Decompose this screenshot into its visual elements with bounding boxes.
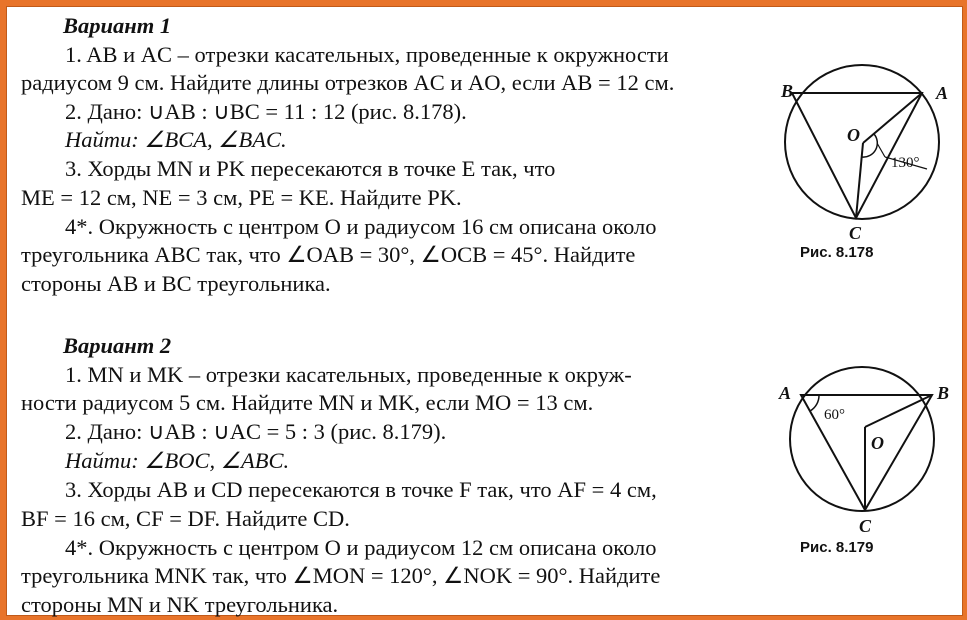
- variant1-title: Вариант 1: [63, 13, 172, 38]
- label-b: B: [937, 383, 950, 403]
- label-c: C: [849, 223, 862, 243]
- variant1-line: стороны AB и BC треугольника.: [21, 271, 331, 296]
- label-o: O: [847, 125, 860, 145]
- variant1-line: 1. AB и AC – отрезки касательных, проведенные к окружности: [65, 42, 669, 67]
- triangle-abc: [801, 395, 932, 510]
- label-a: A: [936, 83, 949, 103]
- variant2-line: 2. Дано: ∪AB : ∪AC = 5 : 3 (рис. 8.179).: [65, 419, 447, 444]
- variant2-line: BF = 16 см, CF = DF. Найдите CD.: [21, 506, 350, 531]
- page-frame: [6, 6, 963, 616]
- angle-pointer: [877, 143, 885, 157]
- variant1-line: 2. Дано: ∪AB : ∪BC = 11 : 12 (рис. 8.178).: [65, 99, 467, 124]
- figure-8-178: [767, 47, 957, 247]
- variant2-line: стороны MN и NK треугольника.: [21, 592, 339, 617]
- variant1-line: радиусом 9 см. Найдите длины отрезков AC и AO, если AB = 12 см.: [21, 70, 675, 95]
- variant1-line: 3. Хорды MN и PK пересекаются в точке E так, что: [65, 156, 556, 181]
- label-a: A: [779, 383, 792, 403]
- circle: [790, 367, 934, 511]
- variant2-line: 1. MN и MK – отрезки касательных, проведенные к окруж-: [65, 362, 632, 387]
- variant2-line: Найти: ∠BOC, ∠ABC.: [65, 448, 290, 473]
- variant2-line: 4*. Окружность с центром O и радиусом 12 см описана около: [65, 535, 657, 560]
- figure-caption-8-178: Рис. 8.178: [800, 244, 874, 261]
- angle-arc: [810, 395, 819, 411]
- variant2-line: 3. Хорды AB и CD пересекаются в точке F так, что AF = 4 см,: [65, 477, 657, 502]
- label-c: C: [859, 516, 872, 536]
- figure-caption-8-179: Рис. 8.179: [800, 539, 874, 556]
- radius-oa: [863, 93, 922, 143]
- variant1-line: 4*. Окружность с центром O и радиусом 16 см описана около: [65, 214, 657, 239]
- angle-value: 60°: [824, 407, 845, 423]
- angle-value: 130°: [891, 155, 920, 171]
- variant1-line: ME = 12 см, NE = 3 см, PE = KE. Найдите PK.: [21, 185, 462, 210]
- variant1-line: Найти: ∠BCA, ∠BAC.: [65, 127, 287, 152]
- label-b: B: [781, 81, 794, 101]
- variant1-line: треугольника ABC так, что ∠OAB = 30°, ∠OCB = 45°. Найдите: [21, 242, 636, 267]
- variant2-line: ности радиусом 5 см. Найдите MN и MK, если MO = 13 см.: [21, 390, 594, 415]
- figure-8-179: [767, 357, 957, 547]
- label-o: O: [871, 433, 884, 453]
- circle: [785, 65, 939, 219]
- variant2-line: треугольника MNK так, что ∠MON = 120°, ∠NOK = 90°. Найдите: [21, 563, 661, 588]
- variant2-title: Вариант 2: [63, 333, 172, 358]
